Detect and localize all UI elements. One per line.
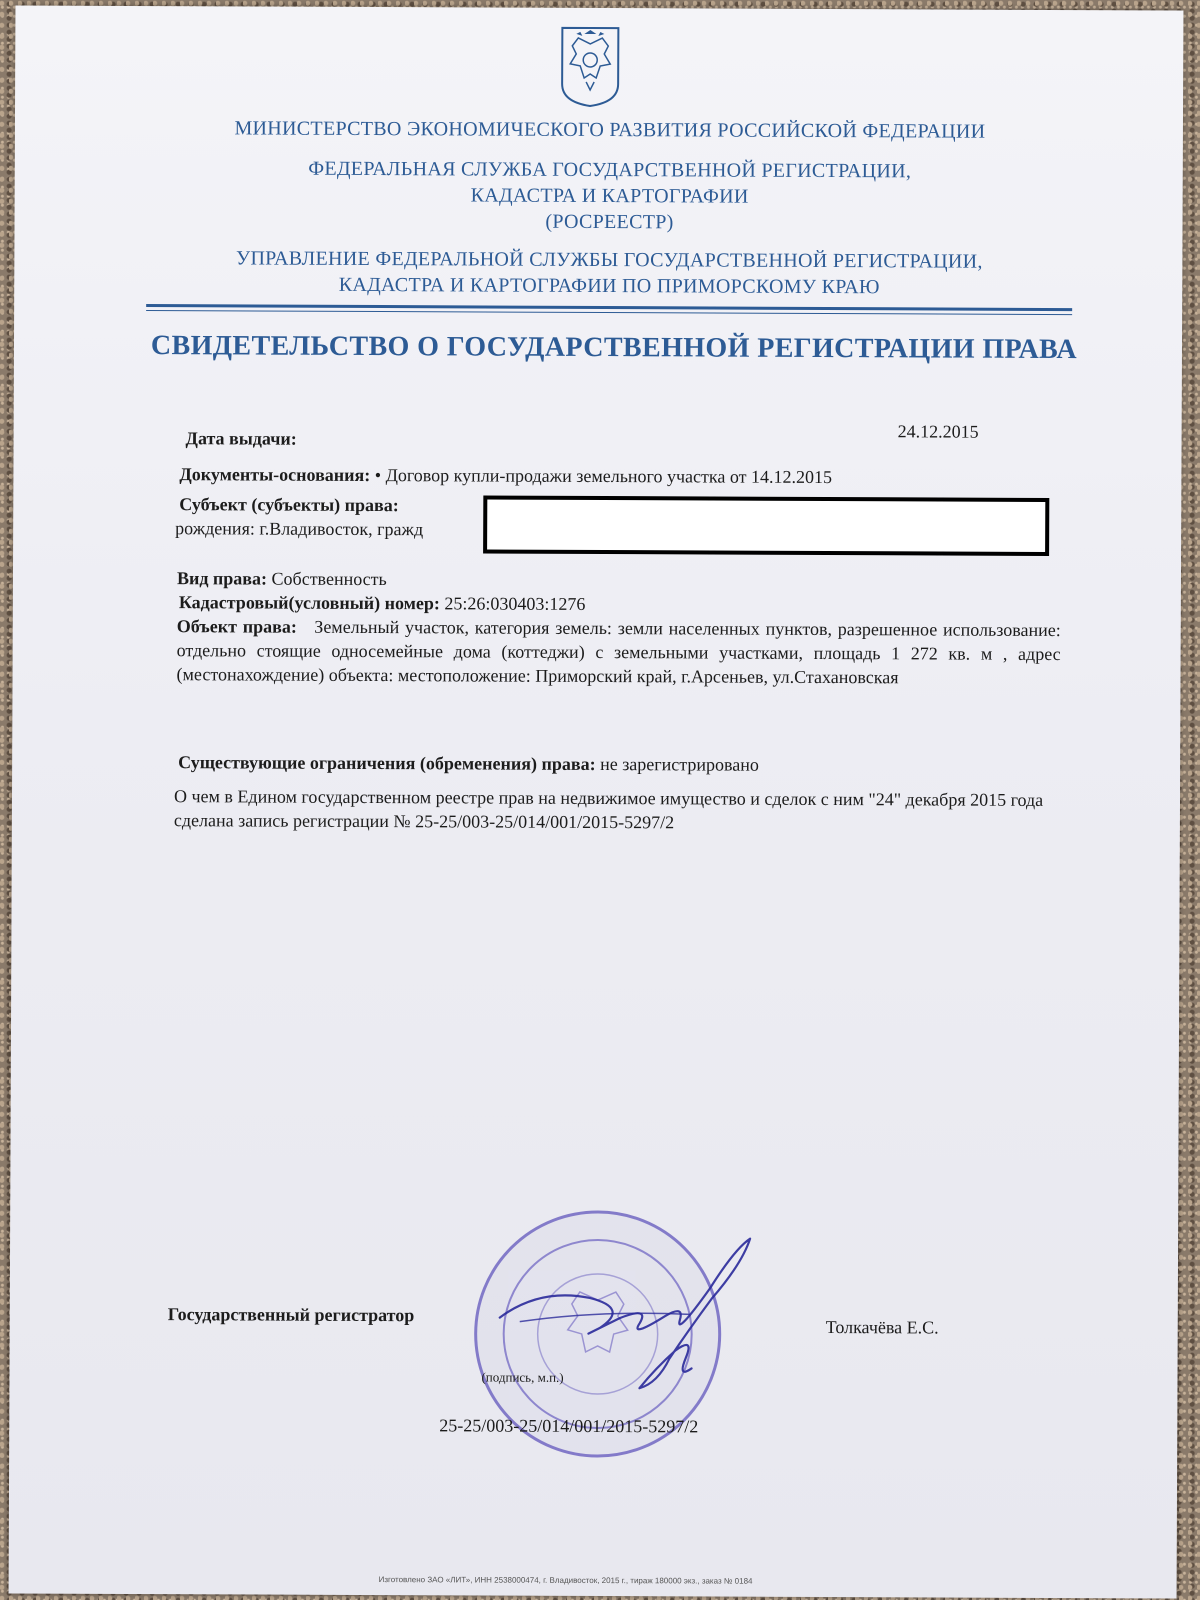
registration-record-text: О чем в Едином государственном реестре прав на недвижимое имущество и сделок с ним "24" декабря 2015 года сделана запись регистрации № 25-25/003-25/014/001/2015-5297/2 xyxy=(173,786,1044,833)
printer-imprint: Изготовлено ЗАО «ЛИТ», ИНН 2538000474, г. Владивосток, 2015 г., тираж 180000 экз., заказ № 0184 xyxy=(378,1575,753,1586)
restrictions-label: Существующие ограничения (обременения) права: xyxy=(178,752,596,774)
redaction-box xyxy=(483,496,1049,556)
subject-birthplace: рождения: г.Владивосток, гражд xyxy=(175,518,424,540)
service-name-line1: ФЕДЕРАЛЬНАЯ СЛУЖБА ГОСУДАРСТВЕННОЙ РЕГИСТРАЦИИ, xyxy=(308,157,912,183)
coat-of-arms-icon xyxy=(558,24,622,108)
object-value: Земельный участок, категория земель: земли населенных пунктов, разрешенное использование: отдельно стоящие односемейные дома (коттеджи) с земельными участками, площадь 1 272 кв. м , адрес (местонахождение) объекта: местоположение: Приморский край, г.Арсеньев, ул.Стахановская xyxy=(176,616,1061,688)
document-title: СВИДЕТЕЛЬСТВО О ГОСУДАРСТВЕННОЙ РЕГИСТРАЦИИ ПРАВА xyxy=(150,330,1078,366)
certificate-sheet xyxy=(9,5,1184,1598)
department-name-line1: УПРАВЛЕНИЕ ФЕДЕРАЛЬНОЙ СЛУЖБЫ ГОСУДАРСТВЕННОЙ РЕГИСТРАЦИИ, xyxy=(235,247,983,273)
service-name-line3: (РОСРЕЕСТР) xyxy=(545,210,674,234)
object-label: Объект права: xyxy=(176,616,297,637)
restrictions-value: не зарегистрировано xyxy=(600,754,759,775)
object-of-right xyxy=(177,614,1061,690)
right-type-value: Собственность xyxy=(271,568,387,590)
ministry-name: МИНИСТЕРСТВО ЭКОНОМИЧЕСКОГО РАЗВИТИЯ РОССИЙСКОЙ ФЕДЕРАЦИИ xyxy=(234,117,986,143)
issue-date-label: Дата выдачи: xyxy=(185,428,297,449)
restrictions xyxy=(178,750,759,777)
cadastral-number xyxy=(179,590,586,616)
registrar-record-number: 25-25/003-25/014/001/2015-5297/2 xyxy=(439,1415,699,1437)
service-name-line2: КАДАСТРА И КАРТОГРАФИИ xyxy=(470,184,749,208)
basis-label: Документы-основания: xyxy=(179,464,371,486)
cadastral-label: Кадастровый(условный) номер: xyxy=(178,592,440,614)
right-type xyxy=(177,566,387,591)
registrar-label: Государственный регистратор xyxy=(167,1304,415,1326)
signature-caption: (подпись, м.п.) xyxy=(481,1369,564,1385)
basis-value: • Договор купли-продажи земельного участка от 14.12.2015 xyxy=(374,465,833,488)
issue-date-value: 24.12.2015 xyxy=(897,421,979,442)
cadastral-value: 25:26:030403:1276 xyxy=(444,593,586,614)
registrar-name: Толкачёва Е.С. xyxy=(825,1317,939,1338)
handwritten-signature-icon xyxy=(479,1217,780,1418)
department-name-line2: КАДАСТРА И КАРТОГРАФИИ ПО ПРИМОРСКОМУ КРАЮ xyxy=(338,273,880,299)
subject-label: Субъект (субъекты) права: xyxy=(179,494,399,516)
right-type-label: Вид права: xyxy=(176,568,268,589)
basis-documents xyxy=(179,462,1079,490)
header-divider-thin xyxy=(146,310,1072,315)
